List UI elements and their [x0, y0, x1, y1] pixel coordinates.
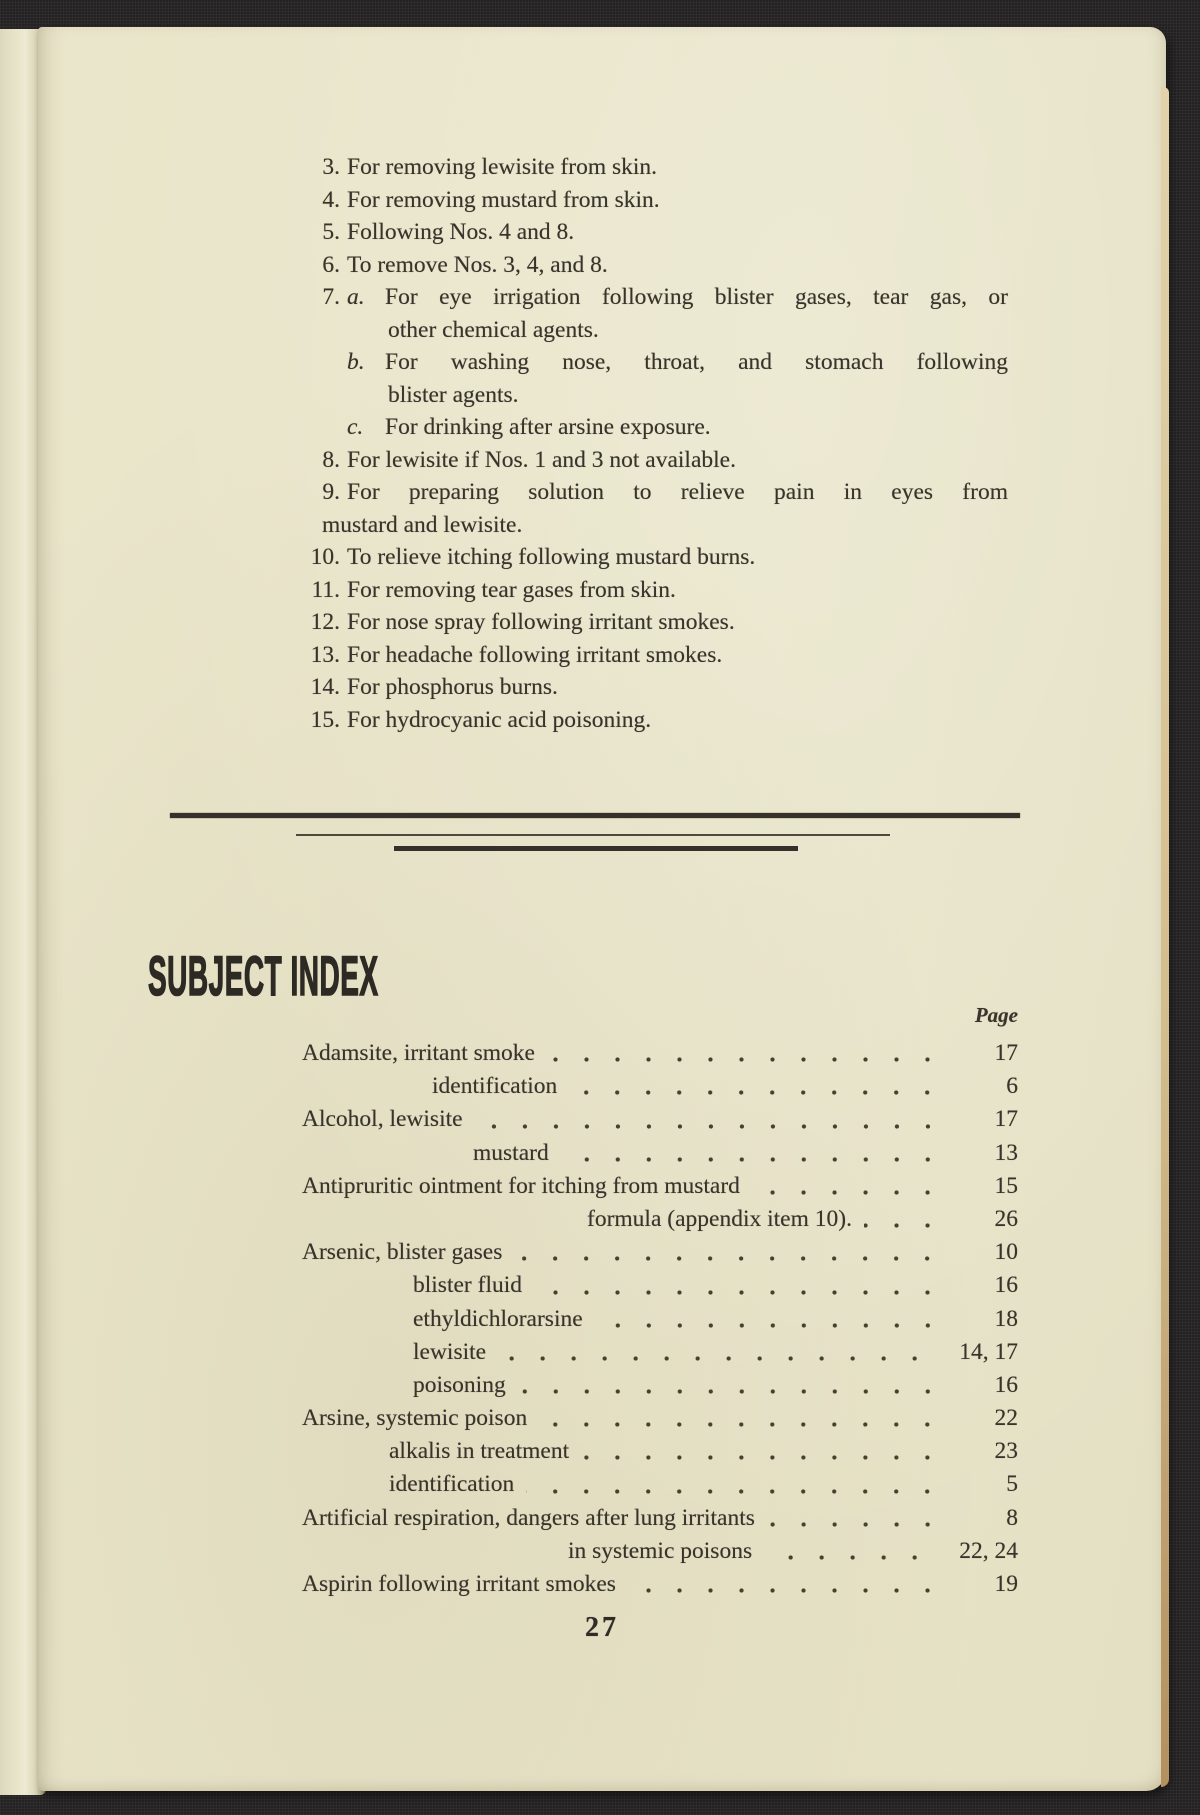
list-line-number: 12.: [310, 609, 340, 635]
list-line-text: For nose spray following irritant smokes.: [347, 609, 735, 635]
dot-leader: [534, 1290, 956, 1295]
list-line: [296, 281, 1008, 314]
index-entry-indent: [302, 1369, 413, 1402]
section-heading: SUBJECT INDEX: [148, 944, 379, 1007]
list-line-text: mustard and lewisite.: [322, 511, 523, 538]
index-entry-indent: [302, 1203, 587, 1236]
list-line-text: blister agents.: [388, 381, 519, 408]
list-line-text: Following Nos. 4 and 8.: [347, 219, 575, 245]
index-entry-page: 10: [994, 1239, 1018, 1266]
list-line: [296, 509, 1008, 542]
list-line: [296, 151, 1008, 184]
index-entry-page: 16: [994, 1371, 1018, 1398]
list-line-text: To remove Nos. 3, 4, and 8.: [347, 251, 608, 278]
dot-leader: [475, 1124, 956, 1129]
list-line: [296, 606, 1008, 639]
index-entry-text: Alcohol, lewisite: [302, 1106, 463, 1133]
index-entry-page: 5: [1006, 1471, 1018, 1498]
list-line-submarker: b.: [347, 349, 365, 375]
list-line-number: 11.: [311, 576, 340, 603]
list-line-text: For eye irrigation following blister gases, tear gas, or: [385, 284, 1008, 310]
dot-leader: [518, 1389, 956, 1394]
list-line-number: 13.: [310, 641, 340, 668]
index-entry-text: Antipruritic ointment for itching from mustard: [302, 1172, 740, 1199]
dot-leader: [561, 1157, 956, 1162]
index-entry-indent: [302, 1070, 432, 1103]
index-entry-page: 8: [1006, 1504, 1018, 1531]
index-entry: [302, 1502, 1018, 1535]
list-line-submarker: c.: [347, 414, 364, 440]
index-entry: [302, 1435, 1018, 1468]
index-entry-text: Aspirin following irritant smokes: [302, 1571, 616, 1597]
index-entry: [302, 1468, 1018, 1501]
index-entry-page: 22, 24: [959, 1537, 1018, 1564]
dot-leader: [595, 1323, 956, 1328]
list-line-number: 14.: [310, 674, 340, 700]
list-line: [296, 639, 1008, 672]
list-line-number: 5.: [322, 219, 340, 245]
index-entry: [302, 1236, 1018, 1269]
index-entry-page: 6: [1006, 1073, 1018, 1100]
list-line: [296, 379, 1008, 412]
list-line: [296, 444, 1008, 477]
index-entry: [302, 1203, 1018, 1236]
list-line-text: For headache following irritant smokes.: [347, 641, 723, 668]
dot-leader: [752, 1190, 956, 1195]
list-line: [296, 411, 1008, 444]
dot-leader: [539, 1422, 956, 1427]
dot-leader: [514, 1256, 956, 1261]
subject-index-list: [302, 1037, 1018, 1601]
divider-rule-thick: [170, 813, 1020, 818]
list-line-text: other chemical agents.: [388, 316, 599, 343]
list-line-submarker: a.: [347, 284, 365, 310]
index-entry: [302, 1137, 1018, 1170]
list-line: [296, 184, 1008, 217]
index-entry: [302, 1303, 1018, 1336]
index-entry-indent: [302, 1435, 389, 1468]
dot-leader: [569, 1090, 956, 1095]
list-line: [296, 249, 1008, 282]
dot-leader: [526, 1489, 956, 1494]
list-line-number: [296, 346, 340, 379]
index-entry-text: poisoning: [413, 1371, 506, 1398]
index-entry-page: 15: [994, 1172, 1018, 1199]
list-line-number: 10.: [310, 544, 340, 570]
dot-leader: [767, 1522, 956, 1527]
divider-rule-short: [394, 846, 798, 851]
list-line-text: For hydrocyanic acid poisoning.: [347, 706, 652, 733]
page-column-label: Page: [974, 1003, 1018, 1027]
list-line: [296, 541, 1008, 574]
list-line-text: For phosphorus burns.: [347, 674, 558, 700]
index-entry: [302, 1103, 1018, 1136]
index-entry-page: 17: [994, 1040, 1018, 1066]
list-line-number: 15.: [310, 706, 340, 733]
index-entry-page: 19: [994, 1571, 1018, 1597]
index-entry-page: 18: [994, 1305, 1018, 1332]
list-line: [296, 476, 1008, 509]
numbered-list: [296, 151, 1008, 736]
index-entry: [302, 1170, 1018, 1203]
list-line-number: 9.: [322, 479, 340, 505]
list-line-text: For removing tear gases from skin.: [347, 576, 676, 603]
list-line: [296, 671, 1008, 704]
index-entry: [302, 1070, 1018, 1103]
index-entry-indent: [302, 1336, 413, 1369]
index-entry-indent: [302, 1269, 413, 1302]
index-entry-page: 16: [994, 1272, 1018, 1299]
index-entry: [302, 1402, 1018, 1435]
dot-leader: [498, 1356, 943, 1361]
index-entry-text: Arsine, systemic poison: [302, 1405, 528, 1432]
dot-leader: [547, 1057, 956, 1062]
index-entry-text: ethyldichlorarsine: [413, 1305, 583, 1332]
dot-leader: [628, 1588, 956, 1593]
list-line: [296, 704, 1008, 737]
index-entry-text: Arsenic, blister gases: [302, 1239, 503, 1266]
page-number: 27: [585, 1612, 619, 1643]
list-line-text: For lewisite if Nos. 1 and 3 not available.: [347, 446, 736, 473]
index-entry-indent: [302, 1535, 568, 1568]
list-line: [296, 314, 1008, 347]
index-entry-page: 22: [994, 1405, 1018, 1432]
index-entry-text: blister fluid: [413, 1272, 522, 1299]
index-entry-text: identification: [389, 1471, 515, 1498]
book-page: [38, 27, 1166, 1791]
index-entry: [302, 1336, 1018, 1369]
index-entry-text: formula (appendix item 10).: [587, 1205, 852, 1232]
dot-leader: [864, 1223, 956, 1228]
list-line: [296, 574, 1008, 607]
list-line-text: For washing nose, throat, and stomach following: [385, 349, 1008, 375]
divider-rule-thin: [296, 834, 890, 836]
index-entry-text: identification: [432, 1073, 558, 1100]
list-line-number: 8.: [322, 446, 340, 473]
list-line-text: For preparing solution to relieve pain in eyes from: [347, 479, 1008, 505]
index-entry-text: mustard: [473, 1139, 549, 1166]
index-entry-page: 23: [994, 1438, 1018, 1465]
index-entry: [302, 1568, 1018, 1601]
index-entry-page: 14, 17: [959, 1338, 1018, 1365]
list-line-number: [296, 411, 340, 444]
index-entry-page: 13: [994, 1139, 1018, 1166]
index-entry: [302, 1369, 1018, 1402]
list-line-text: For drinking after arsine exposure.: [385, 414, 711, 440]
index-entry-text: alkalis in treatment: [389, 1438, 570, 1465]
index-entry-text: in systemic poisons: [568, 1537, 753, 1564]
list-line-text: To relieve itching following mustard burns.: [347, 544, 756, 570]
list-line-number: 6.: [322, 251, 340, 278]
index-entry: [302, 1037, 1018, 1070]
dot-leader: [764, 1555, 943, 1560]
list-line-text: For removing mustard from skin.: [347, 186, 660, 213]
index-entry-indent: [302, 1137, 473, 1170]
list-line: [296, 346, 1008, 379]
list-line: [296, 216, 1008, 249]
list-line-number: 4.: [322, 186, 340, 213]
index-entry-indent: [302, 1303, 413, 1336]
index-entry: [302, 1269, 1018, 1302]
list-line-number: 7.: [322, 284, 340, 310]
index-entry: [302, 1535, 1018, 1568]
list-line-text: For removing lewisite from skin.: [347, 154, 658, 180]
index-entry-indent: [302, 1468, 389, 1501]
index-entry-page: 26: [994, 1205, 1018, 1232]
index-entry-text: lewisite: [413, 1338, 487, 1365]
index-entry-text: Adamsite, irritant smoke: [302, 1040, 535, 1066]
index-entry-page: 17: [994, 1106, 1018, 1133]
dot-leader: [581, 1455, 956, 1460]
list-line-number: 3.: [322, 154, 340, 180]
index-entry-text: Artificial respiration, dangers after lung irritants: [302, 1504, 755, 1531]
